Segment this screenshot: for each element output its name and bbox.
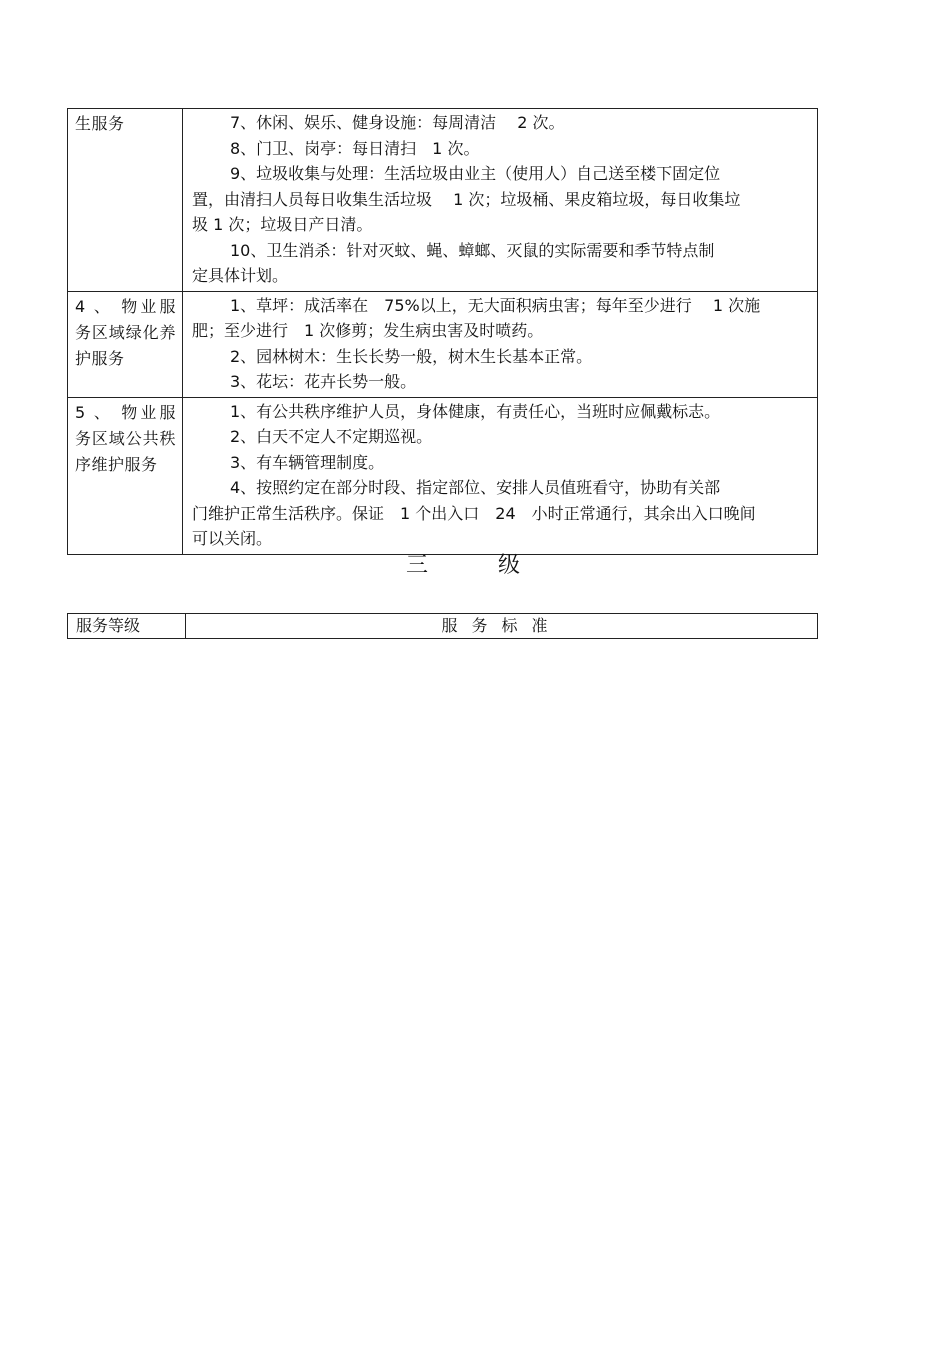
standard-line: 1、有公共秩序维护人员，身体健康，有责任心，当班时应佩戴标志。: [230, 401, 721, 421]
standard-line: 定具体计划。: [192, 266, 289, 285]
table-row: [68, 109, 818, 292]
standard-line: 8、门卫、岗亭：每日清扫 1 次。: [230, 138, 480, 158]
level-3-standards-table: [67, 613, 818, 639]
standard-line: 2、白天不定人不定期巡视。: [230, 427, 433, 446]
category-label: 生服务: [75, 114, 125, 133]
service-level-header: 服务等级: [68, 614, 186, 639]
category-cell: [68, 291, 183, 397]
level-heading: 三 级: [405, 553, 544, 578]
standard-line: 2、园林树木：生长长势一般，树木生长基本正常。: [230, 346, 593, 366]
standards-cell: [183, 397, 818, 554]
standard-line: 置，由清扫人员每日收集生活垃圾 1 次；垃圾桶、果皮箱垃圾，每日收集垃: [192, 189, 741, 209]
service-standard-header: 服务标准: [186, 614, 818, 639]
category-label: 5 、 物业服务区域公共秩序维护服务: [75, 402, 176, 474]
standard-line: 4、按照约定在部分时段、指定部位、安排人员值班看守，协助有关部: [230, 478, 721, 497]
table-row: [68, 397, 818, 554]
standards-cell: [183, 291, 818, 397]
standard-line: 7、休闲、娱乐、健身设施：每周清洁 2 次。: [230, 113, 565, 132]
table-header-row: [68, 614, 818, 639]
table-row: [68, 291, 818, 397]
standard-line: 1、草坪：成活率在 75%以上，无大面积病虫害；每年至少进行 1 次施: [230, 295, 761, 315]
standard-line: 10、卫生消杀：针对灭蚊、蝇、蟑螂、灭鼠的实际需要和季节特点制: [230, 240, 715, 260]
standard-line: 3、有车辆管理制度。: [230, 452, 385, 472]
standard-line: 肥；至少进行 1 次修剪；发生病虫害及时喷药。: [192, 321, 544, 340]
category-label: 4 、 物业服务区域绿化养护服务: [75, 296, 176, 368]
standard-line: 可以关闭。: [192, 529, 273, 548]
service-standards-table: [67, 108, 818, 555]
standard-line: 3、花坛：花卉长势一般。: [230, 372, 417, 391]
category-cell: [68, 397, 183, 554]
standard-line: 圾 1 次；垃圾日产日清。: [192, 215, 373, 234]
standard-line: 9、垃圾收集与处理：生活垃圾由业主（使用人）自己送至楼下固定位: [230, 164, 721, 183]
standards-cell: [183, 109, 818, 292]
standard-line: 门维护正常生活秩序。保证 1 个出入口 24 小时正常通行，其余出入口晚间: [192, 503, 756, 523]
category-cell: [68, 109, 183, 292]
